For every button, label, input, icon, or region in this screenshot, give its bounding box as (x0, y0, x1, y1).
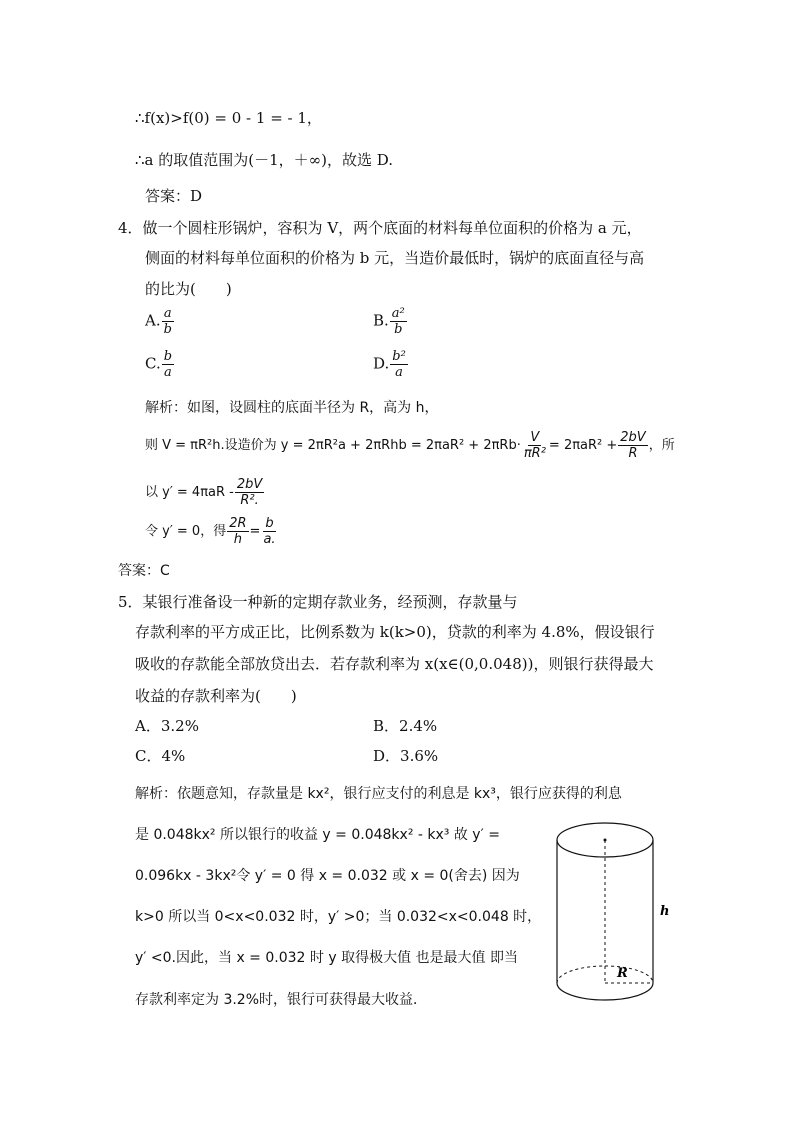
fraction-d: $\frac{\text{b²}}{a}$ (392, 349, 406, 380)
fraction-b: $\frac{\text{a²}}{b}$ (391, 306, 405, 337)
solution-5-line-6: 存款利率定为 3.2%时，银行可获得最大收益． (135, 992, 428, 1008)
fraction-b-over-a: $\frac{b}{a.}$ (263, 516, 276, 547)
option-a: A. $\frac{a}{b}$ (145, 306, 172, 337)
solution-5-line-5: y′ <0.因此，当 x = 0.032 时 y 取得极大值 也是最大值 即当 (135, 950, 518, 966)
fraction-c: $\frac{b}{a}$ (163, 349, 173, 380)
solution-5-line-1: 解析：依题意知，存款量是 kx²，银行应支付的利息是 kx³，银行应获得的利息 (135, 786, 622, 802)
fraction-2bv-over-r: $\frac{2bV}{R}$ (620, 430, 646, 461)
line-2: ∴a 的取值范围为(－1，＋∞)，故选 D. (135, 151, 394, 169)
fraction-a: $\frac{a}{b}$ (163, 306, 172, 337)
solution-4-line-4: 令 y′ = 0，得 $\frac{2R}{h}$ = $\frac{b}{a.}$ (145, 516, 276, 547)
cylinder-top-center (604, 839, 607, 842)
question-5-line-4: 收益的存款利率为( ) (135, 687, 297, 705)
solution-4-line-1: 解析：如图，设圆柱的底面半径为 R，高为 h， (145, 400, 439, 416)
question-5-line-3: 吸收的存款能全部放贷出去．若存款利率为 x(x∈(0,0.048))，则银行获得最大 (135, 655, 654, 673)
fraction-2r-over-h: $\frac{2R}{h}$ (229, 516, 247, 547)
question-4-line-3: 的比为( ) (145, 280, 232, 298)
solution-5-line-2: 是 0.048kx² 所以银行的收益 y = 0.048kx² - kx³ 故 y′ = (135, 827, 500, 843)
solution-5-line-3: 0.096kx - 3kx²令 y′ = 0 得 x = 0.032 或 x = 0(舍去) 因为 (135, 868, 520, 884)
fraction-2bv-over-r2: $\frac{2bV}{\text{R².}}$ (236, 477, 263, 508)
option-b: B. $\frac{\text{a²}}{b}$ (373, 306, 405, 337)
label-h: h (660, 904, 670, 919)
option-5b: B．2.4% (373, 717, 438, 735)
option-5d: D．3.6% (373, 747, 439, 765)
question-5-line-2: 存款利率的平方成正比，比例系数为 k(k>0)，贷款的利率为 4.8%，假设银行 (135, 623, 655, 641)
question-5-line-1: 5．某银行准备设一种新的定期存款业务，经预测，存款量与 (118, 593, 518, 611)
question-4-line-2: 侧面的材料每单位面积的价格为 b 元，当造价最低时，锅炉的底面直径与高 (145, 249, 645, 267)
answer-3: 答案：D (145, 187, 203, 205)
question-4-line-1: 4．做一个圆柱形锅炉，容积为 V，两个底面的材料每单位面积的价格为 a 元， (118, 219, 642, 237)
solution-4-line-2: 则 V = πR²h.设造价为 y = 2πR²a + 2πRhb = 2πaR² + 2πRb· $\frac{V}{\text{πR²}}$ = 2πaR² + $\frac{2bV}{R}$ ，所 (145, 430, 675, 461)
solution-5-line-4: k>0 所以当 0<x<0.032 时，y′ >0；当 0.032<x<0.048 时， (135, 909, 542, 925)
answer-4: 答案：C (118, 563, 170, 579)
cylinder-figure (548, 815, 678, 1010)
line-1: ∴f(x)>f(0) = 0 - 1 = - 1， (135, 109, 322, 127)
label-r: R (617, 966, 628, 981)
option-5c: C．4% (135, 747, 186, 765)
cylinder-bottom-front (557, 983, 653, 1000)
solution-4-line-3: 以 y′ = 4πaR - $\frac{2bV}{\text{R².}}$ (145, 477, 263, 508)
option-5a: A．3.2% (135, 717, 199, 735)
option-d: D. $\frac{\text{b²}}{a}$ (373, 349, 406, 380)
option-c: C. $\frac{b}{a}$ (145, 349, 173, 380)
fraction-v-over-pir2: $\frac{V}{\text{πR²}}$ (523, 430, 546, 461)
